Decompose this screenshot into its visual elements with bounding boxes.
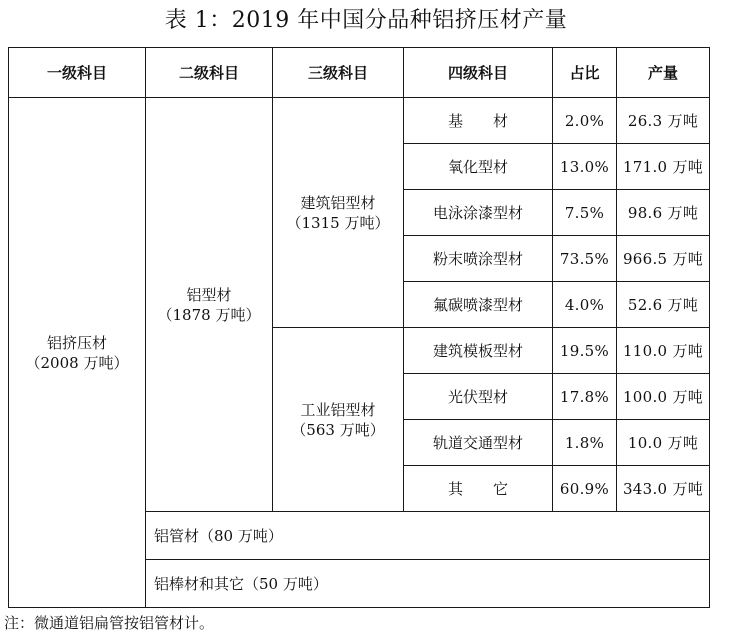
ratio-value: 7.5% [553,190,617,236]
ratio-value: 4.0% [553,282,617,328]
aluminum-extrusion-output-table [8,47,710,608]
level1-cell [9,98,146,608]
ratio-value: 19.5% [553,328,617,374]
header-level3: 三级科目 [273,48,404,98]
level2-name: 铝型材 [186,285,232,304]
level3-industrial-name: 工业铝型材 [300,400,376,419]
output-value: 98.6 万吨 [617,190,710,236]
header-level4: 四级科目 [404,48,553,98]
level3-building-name: 建筑铝型材 [300,193,376,212]
level3-cell-building [273,98,404,328]
level4-item: 基 材 [404,98,553,144]
output-value: 171.0 万吨 [617,144,710,190]
ratio-value: 2.0% [553,98,617,144]
header-row [9,48,710,98]
level4-item: 建筑模板型材 [404,328,553,374]
level4-item: 氧化型材 [404,144,553,190]
output-value: 100.0 万吨 [617,374,710,420]
output-value: 110.0 万吨 [617,328,710,374]
table-row [9,98,710,144]
header-level1: 一级科目 [9,48,146,98]
ratio-value: 13.0% [553,144,617,190]
level3-cell-industrial [273,328,404,512]
tube-row-cell: 铝管材（80 万吨） [146,512,710,560]
level1-name: 铝挤压材 [46,333,107,352]
level1-amount: （2008 万吨） [25,353,129,372]
header-level2: 二级科目 [146,48,273,98]
level4-item: 其 它 [404,466,553,512]
ratio-value: 1.8% [553,420,617,466]
level2-amount: （1878 万吨） [157,305,261,324]
level3-building-amount: （1315 万吨） [286,213,390,232]
output-value: 343.0 万吨 [617,466,710,512]
rod-row-cell: 铝棒材和其它（50 万吨） [146,560,710,608]
ratio-value: 73.5% [553,236,617,282]
table-caption: 表 1：2019 年中国分品种铝挤压材产量 [164,8,568,33]
output-value: 10.0 万吨 [617,420,710,466]
output-value: 52.6 万吨 [617,282,710,328]
level3-industrial-amount: （563 万吨） [291,420,385,439]
level4-item: 粉末喷涂型材 [404,236,553,282]
level4-item: 电泳涂漆型材 [404,190,553,236]
ratio-value: 17.8% [553,374,617,420]
ratio-value: 60.9% [553,466,617,512]
level2-cell [146,98,273,512]
level4-item: 轨道交通型材 [404,420,553,466]
output-value: 26.3 万吨 [617,98,710,144]
level4-item: 氟碳喷漆型材 [404,282,553,328]
level4-item: 光伏型材 [404,374,553,420]
header-ratio: 占比 [553,48,617,98]
output-value: 966.5 万吨 [617,236,710,282]
header-output: 产量 [617,48,710,98]
table-note: 注：微通道铝扁管按铝管材计。 [4,614,215,632]
